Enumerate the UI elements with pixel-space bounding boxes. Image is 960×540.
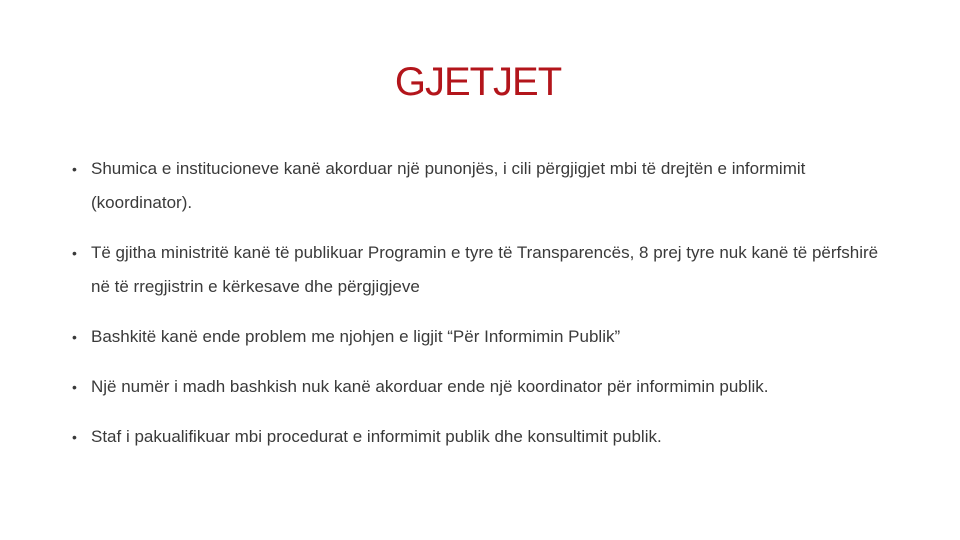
- bullet-item: [72, 420, 882, 454]
- bullet-dot-icon: •: [72, 379, 77, 395]
- bullet-item: [72, 370, 882, 404]
- bullet-text: Një numër i madh bashkish nuk kanë akorduar ende një koordinator për informimin publik.: [91, 377, 769, 396]
- bullet-item: [72, 320, 882, 354]
- bullet-dot-icon: •: [72, 161, 77, 177]
- bullet-dot-icon: •: [72, 245, 77, 261]
- bullet-item: [72, 236, 882, 304]
- bullet-text: Bashkitë kanë ende problem me njohjen e ligjit “Për Informimin Publik”: [91, 327, 621, 346]
- slide-title: [0, 54, 960, 110]
- bullet-item: [72, 152, 882, 220]
- bullet-list: [72, 152, 882, 470]
- slide-title-text: GJETJET: [394, 60, 562, 104]
- bullet-text: Të gjitha ministritë kanë të publikuar Programin e tyre të Transparencës, 8 prej tyre nuk kanë të përfshirë në të rregjistrin e kërkesave dhe përgjigjeve: [91, 243, 879, 296]
- bullet-text: Staf i pakualifikuar mbi procedurat e informimit publik dhe konsultimit publik.: [91, 427, 662, 446]
- bullet-dot-icon: •: [72, 429, 77, 445]
- bullet-text: Shumica e institucioneve kanë akorduar një punonjës, i cili përgjigjet mbi të drejtën e informimit (koordinator).: [91, 159, 806, 212]
- bullet-dot-icon: •: [72, 329, 77, 345]
